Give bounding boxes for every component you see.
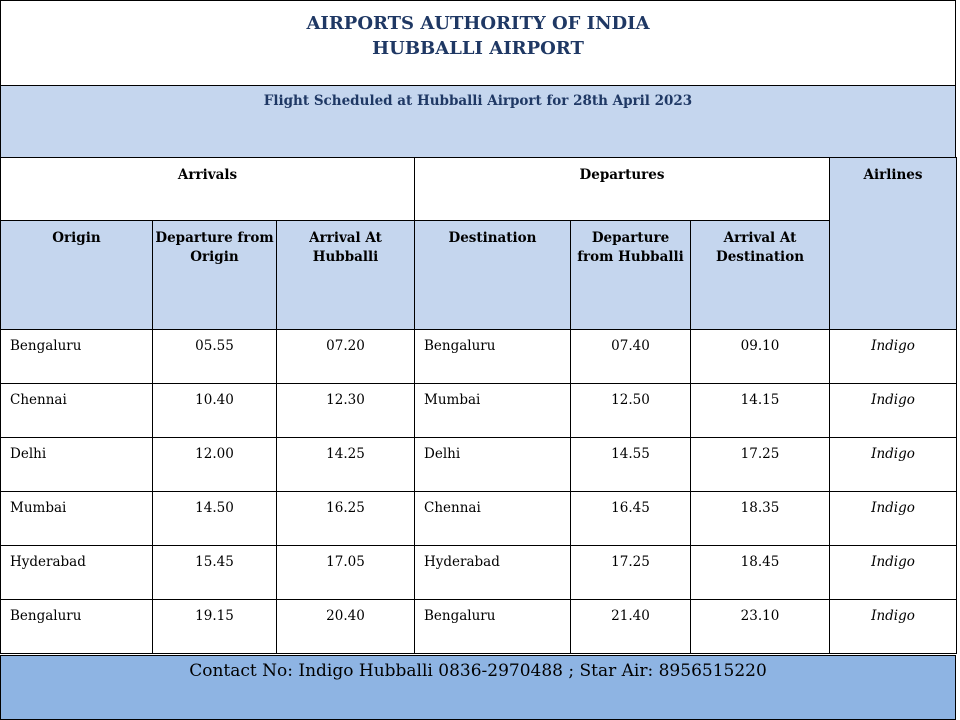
airport-name: HUBBALLI AIRPORT <box>372 38 584 59</box>
origin-header: Origin <box>1 221 153 330</box>
arrival-at-hubballi-cell: 17.05 <box>277 546 415 600</box>
destination-cell: Bengaluru <box>415 600 571 654</box>
contact-footer: Contact No: Indigo Hubballi 0836-2970488 ; Star Air: 8956515220 <box>0 655 956 720</box>
origin-cell: Bengaluru <box>1 330 153 384</box>
destination-cell: Delhi <box>415 438 571 492</box>
arrival-at-destination-cell: 18.45 <box>691 546 830 600</box>
arrival-at-destination-cell: 09.10 <box>691 330 830 384</box>
departure-from-origin-cell: 12.00 <box>153 438 277 492</box>
departure-from-hubballi-cell: 17.25 <box>571 546 691 600</box>
schedule-subtitle: Flight Scheduled at Hubballi Airport for 28th April 2023 <box>0 86 956 158</box>
departure-from-hubballi-cell: 21.40 <box>571 600 691 654</box>
arrivals-group-header: Arrivals <box>1 158 415 221</box>
departure-from-hubballi-header: Departure from Hubballi <box>571 221 691 330</box>
flight-schedule-table <box>0 157 957 654</box>
table-row <box>1 600 957 654</box>
airline-cell: Indigo <box>830 438 957 492</box>
table-row <box>1 492 957 546</box>
origin-cell: Delhi <box>1 438 153 492</box>
airline-cell: Indigo <box>830 492 957 546</box>
arrival-at-destination-cell: 18.35 <box>691 492 830 546</box>
arrival-at-hubballi-cell: 07.20 <box>277 330 415 384</box>
table-row <box>1 438 957 492</box>
departure-from-origin-cell: 05.55 <box>153 330 277 384</box>
table-row <box>1 384 957 438</box>
airline-cell: Indigo <box>830 384 957 438</box>
origin-cell: Mumbai <box>1 492 153 546</box>
departure-from-origin-cell: 15.45 <box>153 546 277 600</box>
arrival-at-destination-cell: 17.25 <box>691 438 830 492</box>
destination-cell: Chennai <box>415 492 571 546</box>
departure-from-hubballi-cell: 12.50 <box>571 384 691 438</box>
origin-cell: Hyderabad <box>1 546 153 600</box>
departure-from-origin-header: Departure from Origin <box>153 221 277 330</box>
departure-from-origin-cell: 10.40 <box>153 384 277 438</box>
arrival-at-destination-header: Arrival At Destination <box>691 221 830 330</box>
table-row <box>1 546 957 600</box>
airline-cell: Indigo <box>830 330 957 384</box>
departure-from-hubballi-cell: 14.55 <box>571 438 691 492</box>
page-title <box>0 0 956 86</box>
departure-from-hubballi-cell: 16.45 <box>571 492 691 546</box>
departures-group-header: Departures <box>415 158 830 221</box>
airlines-header: Airlines <box>830 158 957 330</box>
arrival-at-hubballi-cell: 14.25 <box>277 438 415 492</box>
arrival-at-hubballi-cell: 20.40 <box>277 600 415 654</box>
origin-cell: Chennai <box>1 384 153 438</box>
airline-cell: Indigo <box>830 546 957 600</box>
arrival-at-destination-cell: 23.10 <box>691 600 830 654</box>
arrival-at-hubballi-cell: 12.30 <box>277 384 415 438</box>
arrival-at-destination-cell: 14.15 <box>691 384 830 438</box>
departure-from-origin-cell: 19.15 <box>153 600 277 654</box>
airline-cell: Indigo <box>830 600 957 654</box>
destination-cell: Hyderabad <box>415 546 571 600</box>
arrival-at-hubballi-header: Arrival At Hubballi <box>277 221 415 330</box>
authority-name: AIRPORTS AUTHORITY OF INDIA <box>306 13 650 34</box>
arrival-at-hubballi-cell: 16.25 <box>277 492 415 546</box>
destination-header: Destination <box>415 221 571 330</box>
departure-from-hubballi-cell: 07.40 <box>571 330 691 384</box>
table-row <box>1 330 957 384</box>
destination-cell: Mumbai <box>415 384 571 438</box>
departure-from-origin-cell: 14.50 <box>153 492 277 546</box>
destination-cell: Bengaluru <box>415 330 571 384</box>
origin-cell: Bengaluru <box>1 600 153 654</box>
